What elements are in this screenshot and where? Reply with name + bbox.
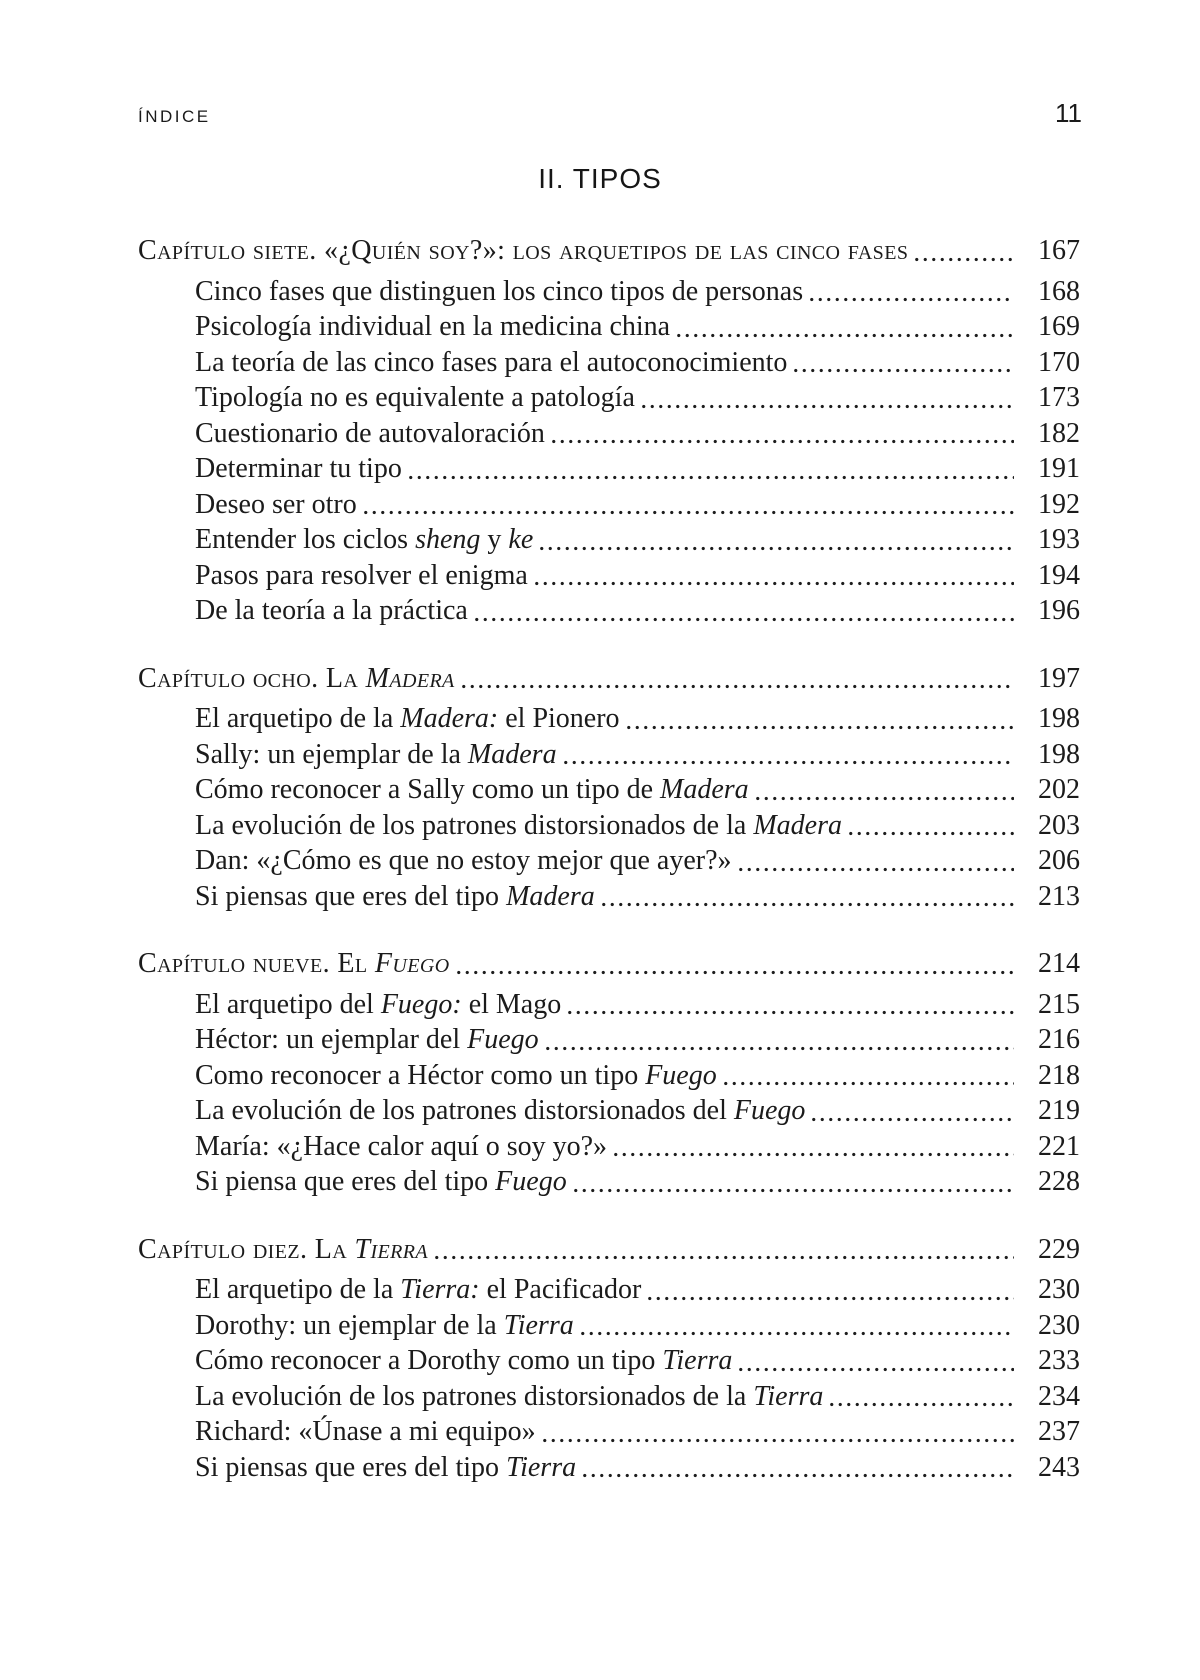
toc-page-number: 206	[1038, 845, 1080, 876]
toc-entry-row	[138, 487, 1080, 523]
dot-leader	[738, 843, 1014, 879]
italic-text: Fuego	[467, 1024, 539, 1055]
dot-leader	[539, 522, 1014, 558]
toc-page-number: 213	[1038, 880, 1080, 912]
italic-text: ke	[508, 524, 534, 555]
italic-text: Tierra	[503, 1309, 574, 1341]
toc-page-number: 230	[1038, 1309, 1080, 1341]
plain-text: Cómo reconocer a Dorothy como un tipo	[195, 1345, 663, 1376]
dot-leader	[408, 451, 1014, 487]
toc-page-number: 196	[1038, 595, 1080, 626]
plain-text: Deseo ser otro	[195, 488, 357, 520]
plain-text: el Pionero	[498, 703, 620, 734]
page-number: 11	[1055, 98, 1082, 128]
dot-leader	[848, 808, 1014, 844]
dot-leader	[613, 1129, 1014, 1165]
plain-text: Capítulo siete. «¿Quién soy?»: los arquetipos de las cinco fases	[138, 235, 909, 266]
plain-text: Capítulo diez. La	[138, 1233, 355, 1265]
dot-leader	[809, 274, 1014, 310]
toc-entry-title	[195, 843, 732, 879]
dot-leader	[914, 233, 1014, 269]
toc-entry-title	[195, 1414, 536, 1450]
italic-text: Tierra	[354, 1233, 429, 1265]
toc-entry-row	[138, 451, 1080, 487]
toc-entry-title	[195, 1022, 539, 1058]
toc-entry-title	[195, 309, 670, 345]
dot-leader	[755, 772, 1014, 808]
toc-entry-title	[195, 558, 528, 594]
toc-entry-title	[195, 522, 533, 558]
dot-leader	[738, 1343, 1014, 1379]
table-of-contents	[138, 233, 1080, 1485]
dot-leader	[363, 487, 1014, 523]
plain-text: La teoría de las cinco fases para el autoconocimiento	[195, 346, 788, 378]
toc-entry-title	[195, 416, 545, 452]
italic-text: Madera	[365, 662, 455, 694]
dot-leader	[545, 1022, 1014, 1058]
plain-text: Héctor: un ejemplar del	[195, 1024, 468, 1055]
toc-entry-title	[195, 1129, 607, 1165]
toc-page-number: 170	[1038, 346, 1080, 378]
toc-page-number: 216	[1038, 1024, 1080, 1055]
plain-text: Cinco fases que distinguen los cinco tipos de personas	[195, 275, 804, 307]
page-header	[138, 98, 1082, 129]
toc-chapter-row	[138, 1232, 1080, 1268]
dot-leader	[573, 1164, 1014, 1200]
dot-leader	[542, 1414, 1014, 1450]
dot-leader	[723, 1058, 1014, 1094]
toc-entry-row	[138, 558, 1080, 594]
toc-page-number: 228	[1038, 1166, 1080, 1197]
toc-entry-row	[138, 380, 1080, 416]
plain-text: María: «¿Hace calor aquí o soy yo?»	[195, 1130, 608, 1162]
dot-leader	[582, 1450, 1014, 1486]
italic-text: Tierra:	[400, 1274, 480, 1305]
toc-entry-row	[138, 1343, 1080, 1379]
plain-text: De la teoría a la práctica	[195, 595, 468, 626]
plain-text: Si piensa que eres del tipo	[195, 1166, 496, 1197]
toc-page-number: 215	[1038, 988, 1080, 1020]
toc-entry-row	[138, 1414, 1080, 1450]
toc-entry-row	[138, 737, 1080, 773]
toc-entry-row	[138, 879, 1080, 915]
toc-page-number: 234	[1038, 1380, 1080, 1412]
plain-text: el Mago	[461, 988, 562, 1020]
toc-page-number: 202	[1038, 774, 1080, 805]
dot-leader	[811, 1093, 1014, 1129]
toc-section	[138, 233, 1080, 629]
toc-entry-title	[195, 772, 749, 808]
toc-entry-row	[138, 1308, 1080, 1344]
italic-text: Tierra	[662, 1345, 733, 1376]
toc-entry-row	[138, 1164, 1080, 1200]
plain-text: Psicología individual en la medicina china	[195, 311, 671, 342]
toc-entry-row	[138, 701, 1080, 737]
italic-text: sheng	[415, 524, 481, 555]
plain-text: el Pacificador	[479, 1274, 642, 1305]
toc-entry-title	[195, 1450, 576, 1486]
toc-entry-title	[195, 1343, 732, 1379]
toc-page-number: 168	[1038, 275, 1080, 307]
plain-text: y	[480, 524, 509, 555]
toc-page-number: 219	[1038, 1095, 1080, 1126]
toc-page-number: 230	[1038, 1274, 1080, 1305]
plain-text: La evolución de los patrones distorsionados del	[195, 1095, 734, 1126]
toc-chapter-title	[138, 661, 455, 697]
toc-entry-row	[138, 522, 1080, 558]
dot-leader	[793, 345, 1014, 381]
toc-entry-row	[138, 1058, 1080, 1094]
dot-leader	[456, 946, 1014, 982]
plain-text: Capítulo nueve. El	[138, 948, 375, 979]
plain-text: Dorothy: un ejemplar de la	[195, 1309, 504, 1341]
toc-page-number: 191	[1038, 453, 1080, 484]
italic-text: Fuego	[733, 1095, 806, 1126]
toc-page-number: 237	[1038, 1416, 1080, 1447]
toc-entry-title	[195, 737, 557, 773]
plain-text: Dan: «¿Cómo es que no estoy mejor que ayer?»	[195, 845, 732, 876]
dot-leader	[601, 879, 1014, 915]
toc-entry-title	[195, 345, 787, 381]
toc-page-number: 173	[1038, 382, 1080, 413]
plain-text: Si piensas que eres del tipo	[195, 1451, 507, 1483]
dot-leader	[461, 661, 1014, 697]
toc-entry-row	[138, 843, 1080, 879]
plain-text: La evolución de los patrones distorsionados de la	[195, 1380, 754, 1412]
toc-entry-title	[195, 808, 842, 844]
toc-page-number: 218	[1038, 1059, 1080, 1091]
toc-page-number: 214	[1038, 948, 1080, 979]
italic-text: Madera:	[400, 703, 499, 734]
dot-leader	[434, 1232, 1014, 1268]
toc-entry-title	[195, 1308, 574, 1344]
toc-entry-title	[195, 879, 595, 915]
plain-text: El arquetipo de la	[195, 703, 401, 734]
toc-entry-row	[138, 1093, 1080, 1129]
toc-entry-title	[195, 274, 803, 310]
italic-text: Fuego	[374, 948, 450, 979]
toc-page-number: 193	[1038, 524, 1080, 555]
toc-entry-title	[195, 593, 468, 629]
toc-entry-row	[138, 808, 1080, 844]
dot-leader	[563, 737, 1014, 773]
italic-text: Fuego	[495, 1166, 567, 1197]
toc-entry-title	[195, 1093, 805, 1129]
toc-page-number: 229	[1038, 1233, 1080, 1265]
toc-page-number: 169	[1038, 311, 1080, 342]
toc-page-number: 221	[1038, 1130, 1080, 1162]
toc-chapter-row	[138, 661, 1080, 697]
toc-page-number: 167	[1038, 235, 1080, 266]
part-title: II. TIPOS	[538, 163, 662, 194]
running-title: ÍNDICE	[138, 107, 211, 126]
toc-page-number: 203	[1038, 809, 1080, 841]
dot-leader	[626, 701, 1014, 737]
toc-section	[138, 946, 1080, 1200]
toc-entry-title	[195, 1164, 567, 1200]
dot-leader	[567, 987, 1014, 1023]
italic-text: Fuego	[645, 1059, 717, 1091]
toc-entry-row	[138, 274, 1080, 310]
dot-leader	[647, 1272, 1014, 1308]
plain-text: La evolución de los patrones distorsionados de la	[195, 809, 754, 841]
plain-text: El arquetipo de la	[195, 1274, 401, 1305]
toc-chapter-row	[138, 946, 1080, 982]
toc-entry-row	[138, 1272, 1080, 1308]
dot-leader	[641, 380, 1014, 416]
toc-page-number: 197	[1038, 662, 1080, 694]
toc-entry-title	[195, 987, 561, 1023]
toc-chapter-row	[138, 233, 1080, 269]
toc-page-number: 233	[1038, 1345, 1080, 1376]
toc-entry-title	[195, 1379, 823, 1415]
italic-text: Madera	[506, 880, 595, 912]
dot-leader	[580, 1308, 1014, 1344]
toc-page-number: 192	[1038, 488, 1080, 520]
plain-text: Cuestionario de autovaloración	[195, 417, 545, 449]
toc-entry-title	[195, 1058, 717, 1094]
toc-chapter-title	[138, 233, 908, 269]
plain-text: Pasos para resolver el enigma	[195, 559, 528, 591]
toc-section	[138, 1232, 1080, 1486]
italic-text: Madera	[753, 809, 842, 841]
plain-text: Richard: «Únase a mi equipo»	[195, 1416, 536, 1447]
toc-entry-row	[138, 593, 1080, 629]
toc-entry-row	[138, 1379, 1080, 1415]
toc-entry-title	[195, 1272, 641, 1308]
italic-text: Tierra	[753, 1380, 824, 1412]
dot-leader	[676, 309, 1014, 345]
toc-entry-row	[138, 309, 1080, 345]
toc-chapter-title	[138, 946, 450, 982]
plain-text: Capítulo ocho. La	[138, 662, 366, 694]
plain-text: Entender los ciclos	[195, 524, 416, 555]
plain-text: El arquetipo del	[195, 988, 381, 1020]
toc-page-number: 243	[1038, 1451, 1080, 1483]
toc-page-number: 198	[1038, 738, 1080, 770]
dot-leader	[551, 416, 1014, 452]
toc-entry-row	[138, 416, 1080, 452]
dot-leader	[829, 1379, 1014, 1415]
toc-section	[138, 661, 1080, 915]
dot-leader	[534, 558, 1014, 594]
toc-entry-title	[195, 380, 635, 416]
toc-entry-row	[138, 1129, 1080, 1165]
toc-chapter-title	[138, 1232, 428, 1268]
toc-entry-title	[195, 451, 402, 487]
toc-entry-row	[138, 1450, 1080, 1486]
plain-text: Sally: un ejemplar de la	[195, 738, 468, 770]
plain-text: Si piensas que eres del tipo	[195, 880, 507, 912]
toc-entry-row	[138, 1022, 1080, 1058]
toc-page-number: 182	[1038, 417, 1080, 449]
toc-entry-title	[195, 487, 357, 523]
toc-page-number: 198	[1038, 703, 1080, 734]
toc-entry-title	[195, 701, 620, 737]
toc-entry-row	[138, 987, 1080, 1023]
plain-text: Cómo reconocer a Sally como un tipo de	[195, 774, 660, 805]
plain-text: Como reconocer a Héctor como un tipo	[195, 1059, 646, 1091]
italic-text: Tierra	[506, 1451, 577, 1483]
toc-entry-row	[138, 345, 1080, 381]
plain-text: Tipología no es equivalente a patología	[195, 382, 635, 413]
dot-leader	[474, 593, 1014, 629]
plain-text: Determinar tu tipo	[195, 453, 402, 484]
italic-text: Fuego:	[380, 988, 462, 1020]
italic-text: Madera	[660, 774, 749, 805]
toc-entry-row	[138, 772, 1080, 808]
toc-page-number: 194	[1038, 559, 1080, 591]
italic-text: Madera	[467, 738, 557, 770]
